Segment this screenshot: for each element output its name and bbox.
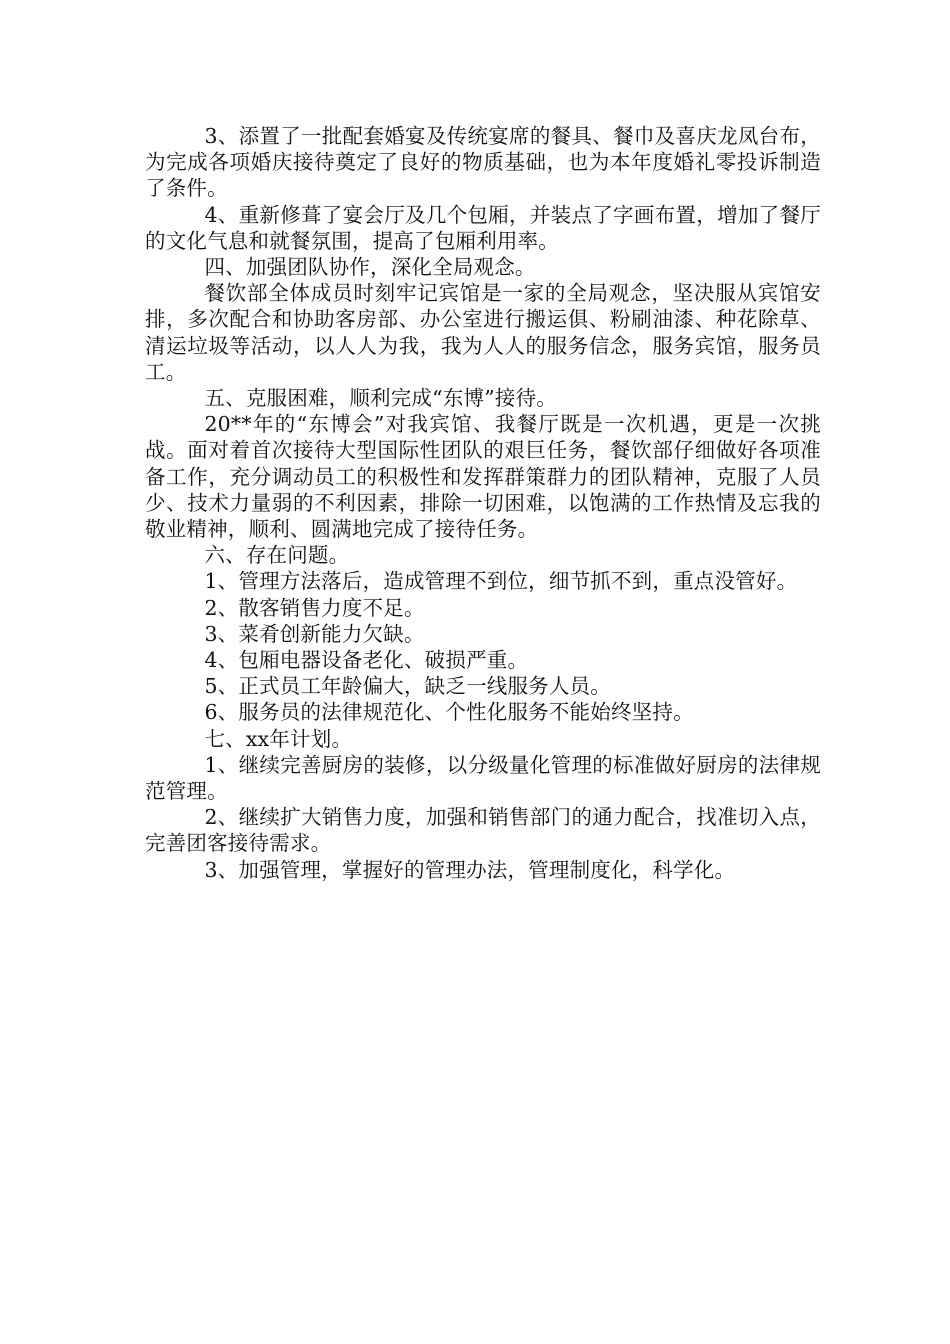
plan-item-2: 2、继续扩大销售力度，加强和销售部门的通力配合，找准切入点，完善团客接待需求。 (145, 805, 821, 856)
plan-item-1: 1、继续完善厨房的装修，以分级量化管理的标准做好厨房的法律规范管理。 (145, 752, 821, 804)
plan-item-3: 3、加强管理，掌握好的管理办法，管理制度化，科学化。 (204, 857, 736, 882)
paragraph-teamwork: 餐饮部全体成员时刻牢记宾馆是一家的全局观念，坚决服从宾馆安排，多次配合和协助客房部、办公室进行搬运俱、粉刷油漆、种花除草、清运垃圾等活动，以人人为我，我为人人的服务信念，服务宾馆，服务员工。 (145, 281, 821, 384)
section-heading-expo: 五、克服困难，顺利完成“东博”接待。 (204, 386, 557, 411)
paragraph-tableware: 3、添置了一批配套婚宴及传统宴席的餐具、餐巾及喜庆龙凤台布，为完成各项婚庆接待奠定了良好的物质基础，也为本年度婚礼零投诉制造了条件。 (145, 124, 821, 201)
problem-item-6: 6、服务员的法律规范化、个性化服务不能始终坚持。 (204, 700, 694, 725)
document-body (145, 123, 821, 883)
section-heading-plan: 七、xx年计划。 (204, 726, 353, 751)
problem-item-5: 5、正式员工年龄偏大，缺乏一线服务人员。 (204, 674, 611, 699)
paragraph-expo: 20**年的“东博会”对我宾馆、我餐厅既是一次机遇，更是一次挑战。面对着首次接待大型国际性团队的艰巨任务，餐饮部仔细做好各项准备工作，充分调动员工的积极性和发挥群策群力的团队精神，克服了人员少、技术力量弱的不利因素，排除一切困难，以饱满的工作热情及忘我的敬业精神，顺利、圆满地完成了接待任务。 (145, 412, 821, 542)
section-heading-problems: 六、存在问题。 (204, 543, 350, 568)
paragraph-renovation: 4、重新修葺了宴会厅及几个包厢，并装点了字画布置，增加了餐厅的文化气息和就餐氛围，提高了包厢利用率。 (145, 202, 821, 253)
problem-item-4: 4、包厢电器设备老化、破损严重。 (204, 648, 529, 673)
problem-item-3: 3、菜肴创新能力欠缺。 (204, 621, 425, 646)
section-heading-teamwork: 四、加强团队协作，深化全局观念。 (204, 255, 536, 280)
problem-item-1: 1、管理方法落后，造成管理不到位，细节抓不到，重点没管好。 (204, 569, 798, 594)
problem-item-2: 2、散客销售力度不足。 (204, 595, 425, 620)
